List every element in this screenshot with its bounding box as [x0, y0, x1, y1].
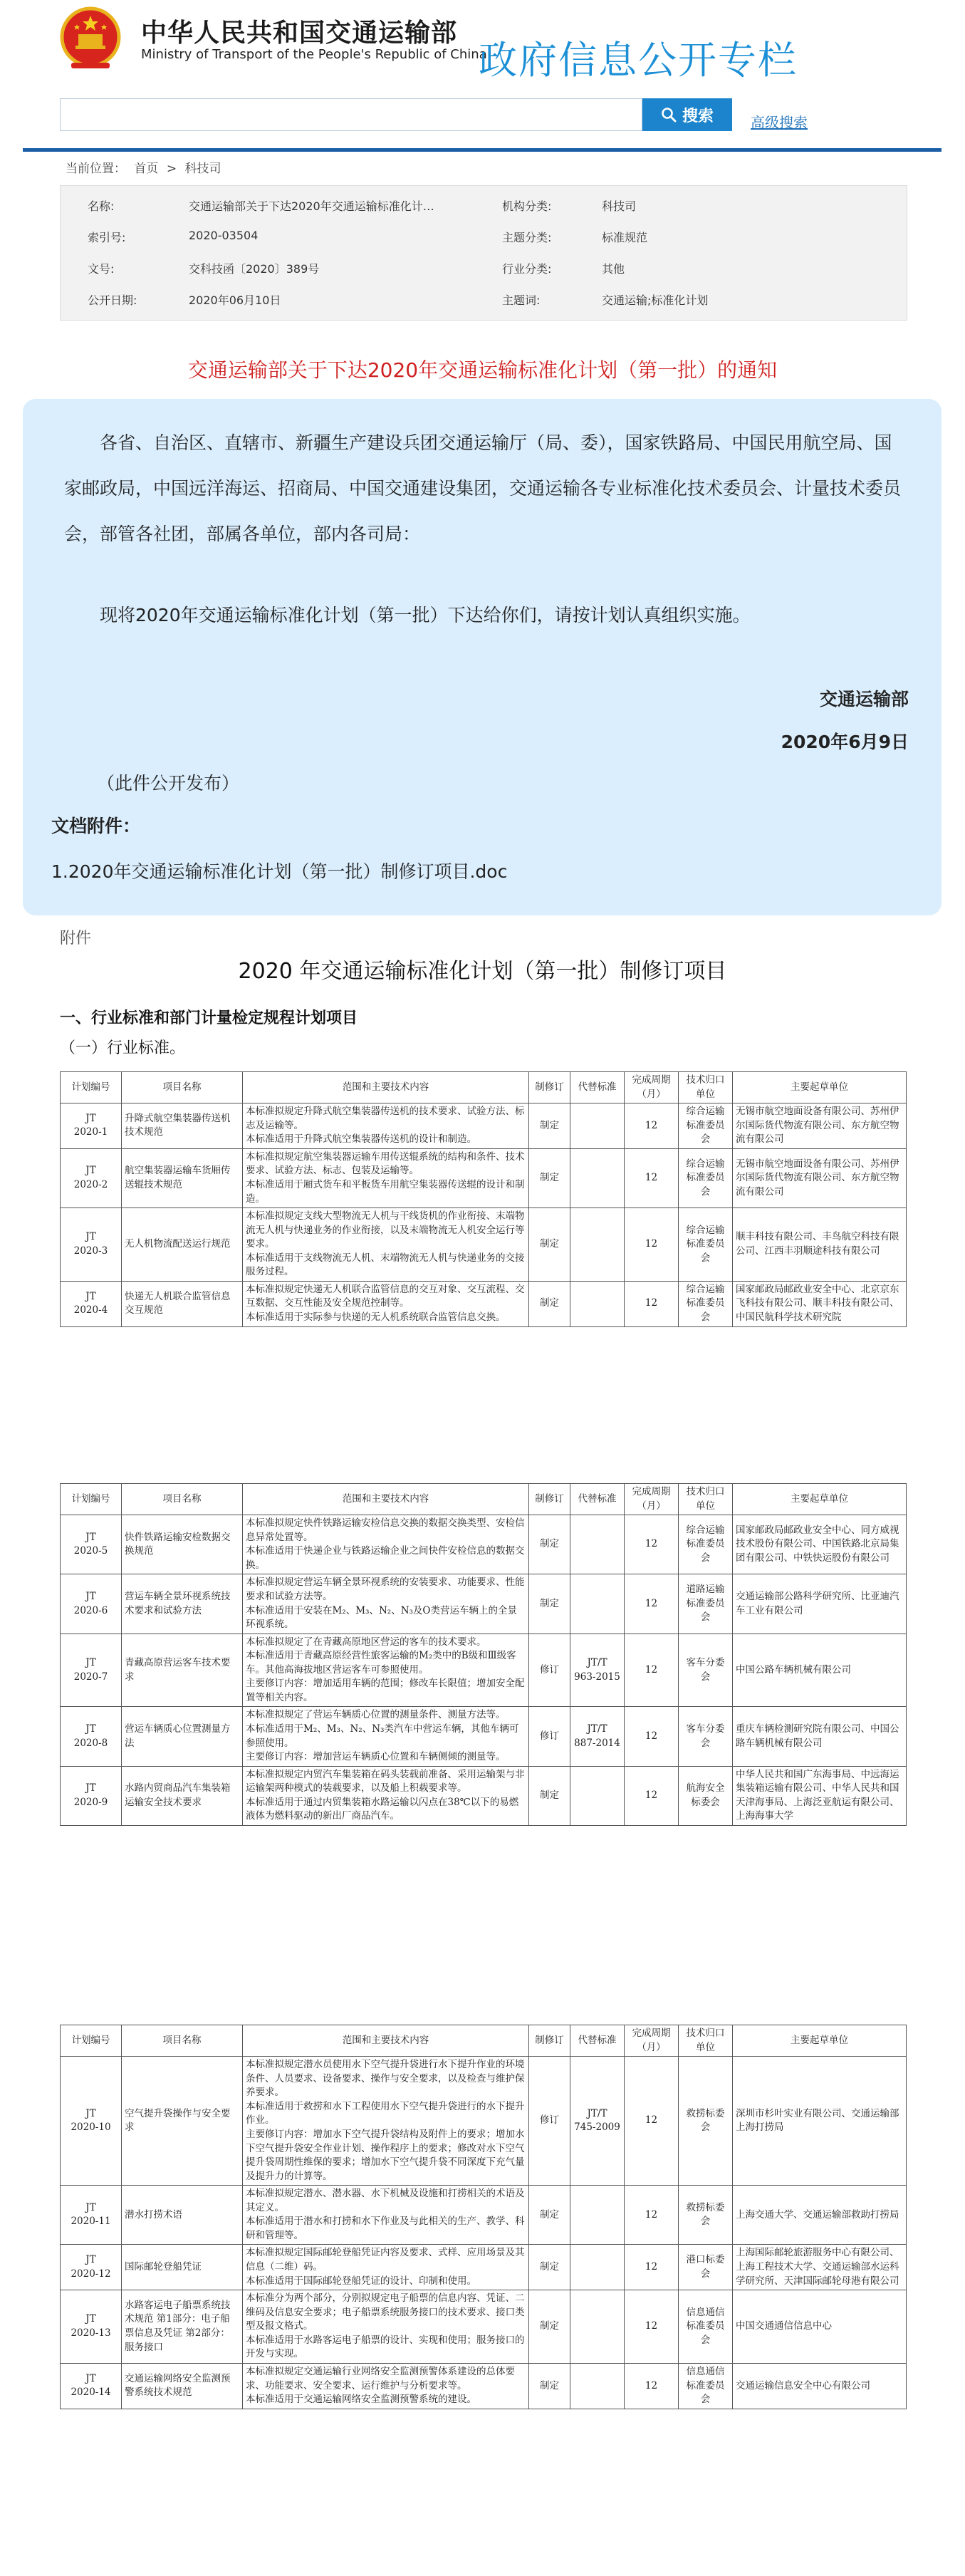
column-header: 技术归口单位 [679, 2025, 733, 2057]
project-name-cell: 航空集装器运输车货厢传送辊技术规范 [122, 1148, 243, 1208]
recipients-paragraph: 各省、自治区、直辖市、新疆生产建设兵团交通运输厅（局、委），国家铁路局、中国民用航空局、国家邮政局，中国远洋海运、招商局、中国交通建设集团，交通运输各专业标准化技术委员会、计量技术委员会，部管各社团，部属各单位，部内各司局： [64, 432, 902, 544]
column-title: 政府信息公开专栏 [479, 38, 798, 83]
meta-key: 主题分类: [502, 231, 552, 244]
table-row [61, 2186, 907, 2245]
revision-type-cell: 修订 [529, 1707, 570, 1766]
period-cell: 12 [625, 2186, 679, 2245]
drafting-units-cell: 中国交通通信信息中心 [733, 2290, 907, 2364]
column-header: 范围和主要技术内容 [243, 1484, 529, 1515]
column-header: 代替标准 [570, 2025, 625, 2057]
meta-value: 交通运输;标准化计划 [602, 294, 709, 307]
plan-number-cell: JT 2020-8 [61, 1707, 122, 1766]
replaced-standard-cell [570, 1574, 625, 1634]
period-cell: 12 [625, 1281, 679, 1326]
revision-type-cell: 制定 [529, 2363, 570, 2409]
revision-type-cell: 制定 [529, 2245, 570, 2290]
meta-value: 交通运输部关于下达2020年交通运输标准化计… [189, 199, 434, 213]
project-name-cell: 无人机物流配送运行规范 [122, 1208, 243, 1282]
period-cell: 12 [625, 2290, 679, 2364]
breadcrumb-separator: > [166, 162, 177, 176]
plan-number-cell: JT 2020-10 [61, 2057, 122, 2186]
table-row [61, 1766, 907, 1825]
column-header: 代替标准 [570, 1072, 625, 1103]
revision-type-cell: 制定 [529, 1148, 570, 1208]
meta-key: 文号: [88, 262, 115, 276]
attachments-label: 文档附件： [51, 816, 141, 836]
replaced-standard-cell [570, 1766, 625, 1825]
revision-type-cell: 制定 [529, 2290, 570, 2364]
technical-committee-cell: 港口标委会 [679, 2245, 733, 2290]
replaced-standard-cell: JT/T 887-2014 [570, 1707, 625, 1766]
scope-cell: 本标准拟规定营运车辆全景环视系统的安装要求、功能要求、性能要求和试验方法等。 本标准适用于安装在M₂、M₃、N₂、N₃及O类营运车辆上的全景环视系统。 [243, 1574, 529, 1634]
project-name-cell: 潜水打捞术语 [122, 2186, 243, 2245]
project-name-cell: 交通运输网络安全监测预警系统技术规范 [122, 2363, 243, 2409]
column-header: 完成周期（月） [625, 1072, 679, 1103]
drafting-units-cell: 上海交通大学、交通运输部救助打捞局 [733, 2186, 907, 2245]
attachment-file-link[interactable]: 1.2020年交通运输标准化计划（第一批）制修订项目.doc [51, 861, 508, 882]
plan-number-cell: JT 2020-11 [61, 2186, 122, 2245]
national-emblem-icon [60, 6, 121, 71]
search-button[interactable] [642, 98, 732, 131]
technical-committee-cell: 综合运输标准委员会 [679, 1281, 733, 1326]
table-row [61, 1281, 907, 1326]
replaced-standard-cell [570, 2290, 625, 2364]
project-name-cell: 国际邮轮登船凭证 [122, 2245, 243, 2290]
table-row [61, 1208, 907, 1282]
replaced-standard-cell [570, 1515, 625, 1574]
subsection-heading: （一）行业标准。 [60, 1039, 186, 1057]
scope-cell: 本标准拟规定升降式航空集装器传送机的技术要求、试验方法、标志及运输等。 本标准适用于升降式航空集装器传送机的设计和制造。 [243, 1103, 529, 1149]
technical-committee-cell: 救捞标委会 [679, 2186, 733, 2245]
project-name-cell: 升降式航空集装器传送机技术规范 [122, 1103, 243, 1149]
column-header: 项目名称 [122, 1072, 243, 1103]
column-header: 制修订 [529, 1072, 570, 1103]
period-cell: 12 [625, 2245, 679, 2290]
technical-committee-cell: 客车分委会 [679, 1634, 733, 1707]
plan-number-cell: JT 2020-9 [61, 1766, 122, 1825]
replaced-standard-cell [570, 2363, 625, 2409]
table-header-row [61, 1072, 907, 1103]
replaced-standard-cell [570, 1148, 625, 1208]
revision-type-cell: 制定 [529, 1281, 570, 1326]
scope-cell: 本标准拟规定潜水、潜水器、水下机械及设施和打捞相关的术语及其定义。 本标准适用于潜水和打捞和水下作业及与此相关的生产、教学、科研和管理等。 [243, 2186, 529, 2245]
meta-value: 其他 [602, 262, 625, 276]
period-cell: 12 [625, 2363, 679, 2409]
ministry-name-cn: 中华人民共和国交通运输部 [141, 19, 458, 48]
period-cell: 12 [625, 1766, 679, 1825]
drafting-units-cell: 顺丰科技有限公司、丰鸟航空科技有限公司、江西丰羽顺途科技有限公司 [733, 1208, 907, 1282]
replaced-standard-cell [570, 2186, 625, 2245]
plan-number-cell: JT 2020-1 [61, 1103, 122, 1149]
meta-key: 机构分类: [502, 199, 552, 213]
column-header: 制修订 [529, 2025, 570, 2057]
search-icon [661, 107, 677, 123]
technical-committee-cell: 综合运输标准委员会 [679, 1148, 733, 1208]
signature-date: 2020年6月9日 [781, 732, 909, 752]
column-header: 完成周期（月） [625, 2025, 679, 2057]
project-name-cell: 青藏高原营运客车技术要求 [122, 1634, 243, 1707]
table-row [61, 2290, 907, 2364]
plan-number-cell: JT 2020-12 [61, 2245, 122, 2290]
meta-key: 公开日期: [88, 294, 137, 307]
scope-cell: 本标准拟规定国际邮轮登船凭证内容及要求、式样、应用场景及其信息（二维）码。 本标准适用于国际邮轮登船凭证的设计、印制和使用。 [243, 2245, 529, 2290]
table-row [61, 2363, 907, 2409]
scope-cell: 本标准拟规定快递无人机联合监管信息的交互对象、交互流程、交互数据、交互性能及安全规范控制等。 本标准适用于实际参与快递的无人机系统联合监管信息交换。 [243, 1281, 529, 1326]
technical-committee-cell: 综合运输标准委员会 [679, 1103, 733, 1149]
plan-number-cell: JT 2020-2 [61, 1148, 122, 1208]
period-cell: 12 [625, 1103, 679, 1149]
technical-committee-cell: 综合运输标准委员会 [679, 1208, 733, 1282]
column-header: 技术归口单位 [679, 1484, 733, 1515]
metadata-row [61, 190, 907, 217]
metadata-row [61, 253, 907, 280]
project-name-cell: 空气提升袋操作与安全要求 [122, 2057, 243, 2186]
period-cell: 12 [625, 1148, 679, 1208]
project-name-cell: 快递无人机联合监管信息交互规范 [122, 1281, 243, 1326]
plan-number-cell: JT 2020-3 [61, 1208, 122, 1282]
attachment-title: 2020 年交通运输标准化计划（第一批）制修订项目 [238, 959, 727, 984]
table-row [61, 1707, 907, 1766]
drafting-units-cell: 无锡市航空地面设备有限公司、苏州伊尔国际货代物流有限公司、东方航空物流有限公司 [733, 1148, 907, 1208]
drafting-units-cell: 深圳市杉叶实业有限公司、交通运输部上海打捞局 [733, 2057, 907, 2186]
project-name-cell: 营运车辆全景环视系统技术要求和试验方法 [122, 1574, 243, 1634]
breadcrumb-current[interactable]: 科技司 [184, 162, 221, 176]
column-header: 主要起草单位 [733, 1072, 907, 1103]
revision-type-cell: 制定 [529, 2186, 570, 2245]
meta-value: 2020年06月10日 [189, 294, 281, 307]
table-row [61, 1634, 907, 1707]
replaced-standard-cell [570, 1208, 625, 1282]
drafting-units-cell: 无锡市航空地面设备有限公司、苏州伊尔国际货代物流有限公司、东方航空物流有限公司 [733, 1103, 907, 1149]
metadata-row [61, 222, 907, 249]
revision-type-cell: 修订 [529, 1634, 570, 1707]
table-row [61, 1103, 907, 1149]
scope-cell: 本标准拟规定潜水员使用水下空气提升袋进行水下提升作业的环境条件、人员要求、设备要求、操作与安全要求，以及检查与维护保养要求。 本标准适用于救捞和水下工程使用水下空气提升袋进行的水下提升作业。 主要修订内容：增加水下空气提升袋结构及附件上的要求；增加水下空气提升袋安全作业计划、操作程序上的要求；修改对水下空气提升袋周期性维保的要求；增加水下空气提升袋不同深度下充气量及提升力的计算等。 [243, 2057, 529, 2186]
table-row [61, 1148, 907, 1208]
column-header: 完成周期（月） [625, 1484, 679, 1515]
meta-key: 行业分类: [502, 262, 552, 276]
project-name-cell: 水路客运电子船票系统技术规范 第1部分：电子船票信息及凭证 第2部分：服务接口 [122, 2290, 243, 2364]
table-header-row [61, 1484, 907, 1515]
revision-type-cell: 制定 [529, 1515, 570, 1574]
breadcrumb [66, 158, 225, 176]
column-header: 计划编号 [61, 1484, 122, 1515]
period-cell: 12 [625, 1634, 679, 1707]
plan-number-cell: JT 2020-6 [61, 1574, 122, 1634]
scope-cell: 本标准分为两个部分，分别拟规定电子船票的信息内容、凭证、二维码及信息安全要求；电子船票系统服务接口的技术要求、接口类型及报文格式。 本标准适用于水路客运电子船票的设计、实现和使用；服务接口的开发与实现。 [243, 2290, 529, 2364]
meta-value: 交科技函〔2020〕389号 [189, 262, 320, 276]
revision-type-cell: 制定 [529, 1208, 570, 1282]
technical-committee-cell: 信息通信标准委员会 [679, 2363, 733, 2409]
column-header: 范围和主要技术内容 [243, 1072, 529, 1103]
column-header: 项目名称 [122, 2025, 243, 2057]
ministry-name-en: Ministry of Transport of the People's Republic of China [141, 47, 487, 62]
column-header: 代替标准 [570, 1484, 625, 1515]
column-header: 范围和主要技术内容 [243, 2025, 529, 2057]
meta-value: 2020-03504 [189, 229, 259, 242]
meta-value: 科技司 [602, 199, 637, 213]
technical-committee-cell: 综合运输标准委员会 [679, 1515, 733, 1574]
meta-key: 索引号: [88, 231, 126, 244]
metadata-row [61, 284, 907, 311]
project-name-cell: 快件铁路运输安检数据交换规范 [122, 1515, 243, 1574]
breadcrumb-home[interactable]: 首页 [134, 162, 159, 176]
scope-cell: 本标准拟规定支线大型物流无人机与干线货机的作业衔接、末端物流无人机与快递业务的作业衔接，以及末端物流无人机安全运行等要求。 本标准适用于支线物流无人机、末端物流无人机与快递业务的交接服务过程。 [243, 1208, 529, 1282]
drafting-units-cell: 中华人民共和国广东海事局、中远海运集装箱运输有限公司、中华人民共和国天津海事局、上海泛亚航运有限公司、上海海事大学 [733, 1766, 907, 1825]
table-header-row [61, 2025, 907, 2057]
drafting-units-cell: 国家邮政局邮政业安全中心、北京京东飞科技有限公司、顺丰科技有限公司、中国民航科学技术研究院 [733, 1281, 907, 1326]
plan-table [60, 2025, 907, 2409]
plan-table [60, 1071, 907, 1327]
section-heading: 一、行业标准和部门计量检定规程计划项目 [60, 1009, 358, 1027]
header-divider [23, 148, 941, 152]
scope-cell: 本标准拟规定了营运车辆质心位置的测量条件、测量方法等。 本标准适用于M₂、M₃、N₂、N₃类汽车中营运车辆，其他车辆可参照使用。 主要修订内容：增加营运车辆质心位置和车辆侧倾的测量等。 [243, 1707, 529, 1766]
revision-type-cell: 修订 [529, 2057, 570, 2186]
replaced-standard-cell: JT/T 745-2009 [570, 2057, 625, 2186]
scope-cell: 本标准拟规定快件铁路运输安检信息交换的数据交换类型、安检信息异常处置等。 本标准适用于快递企业与铁路运输企业之间快件安检信息的数据交换。 [243, 1515, 529, 1574]
replaced-standard-cell [570, 1281, 625, 1326]
revision-type-cell: 制定 [529, 1574, 570, 1634]
scope-cell: 本标准拟规定内贸汽车集装箱在码头装载前准备、采用运输架与非运输架两种模式的装载要求，以及船上积载要求等。 本标准适用于通过内贸集装箱水路运输以闪点在38℃以下的易燃液体为燃料驱动的新出厂商品汽车。 [243, 1766, 529, 1825]
period-cell: 12 [625, 1574, 679, 1634]
metadata-box [60, 185, 907, 321]
drafting-units-cell: 重庆车辆检测研究院有限公司、中国公路车辆机械有限公司 [733, 1707, 907, 1766]
project-name-cell: 水路内贸商品汽车集装箱运输安全技术要求 [122, 1766, 243, 1825]
advanced-search-link[interactable]: 高级搜索 [751, 114, 808, 131]
meta-key: 名称: [88, 199, 115, 213]
table-row [61, 1515, 907, 1574]
scope-cell: 本标准拟规定了在青藏高原地区营运的客车的技术要求。 本标准适用于青藏高原经营性旅客运输的M₂类中的B级和Ⅲ级客车。其他高海拔地区营运客车可参照使用。 主要修订内容：增加适用车辆的范围；修改车长限值；增加安全配置等相关内容。 [243, 1634, 529, 1707]
period-cell: 12 [625, 1515, 679, 1574]
signature-organization: 交通运输部 [819, 689, 909, 710]
document-body [23, 399, 941, 915]
technical-committee-cell: 道路运输标准委员会 [679, 1574, 733, 1634]
drafting-units-cell: 中国公路车辆机械有限公司 [733, 1634, 907, 1707]
breadcrumb-prefix: 当前位置： [66, 162, 126, 176]
technical-committee-cell: 信息通信标准委员会 [679, 2290, 733, 2364]
replaced-standard-cell: JT/T 963-2015 [570, 1634, 625, 1707]
scope-cell: 本标准拟规定航空集装器运输车用传送辊系统的结构和条件、技术要求、试验方法、标志、包装及运输等。 本标准适用于厢式货车和平板货车用航空集装器传送辊的设计和制造。 [243, 1148, 529, 1208]
column-header: 计划编号 [61, 1072, 122, 1103]
attachment-heading: 附件 [60, 930, 92, 947]
replaced-standard-cell [570, 1103, 625, 1149]
column-header: 项目名称 [122, 1484, 243, 1515]
drafting-units-cell: 交通运输信息安全中心有限公司 [733, 2363, 907, 2409]
body-paragraph: 现将2020年交通运输标准化计划（第一批）下达给你们，请按计划认真组织实施。 [100, 605, 751, 625]
drafting-units-cell: 国家邮政局邮政业安全中心、同方威视技术股份有限公司、中国铁路北京局集团有限公司、中铁快运股份有限公司 [733, 1515, 907, 1574]
search-input[interactable] [60, 98, 642, 131]
document-title: 交通运输部关于下达2020年交通运输标准化计划（第一批）的通知 [187, 358, 778, 382]
period-cell: 12 [625, 1208, 679, 1282]
drafting-units-cell: 交通运输部公路科学研究所、比亚迪汽车工业有限公司 [733, 1574, 907, 1634]
meta-key: 主题词: [502, 294, 541, 307]
period-cell: 12 [625, 2057, 679, 2186]
table-row [61, 2057, 907, 2186]
technical-committee-cell: 救捞标委会 [679, 2057, 733, 2186]
column-header: 计划编号 [61, 2025, 122, 2057]
column-header: 主要起草单位 [733, 1484, 907, 1515]
plan-table [60, 1483, 907, 1826]
revision-type-cell: 制定 [529, 1766, 570, 1825]
column-header: 主要起草单位 [733, 2025, 907, 2057]
plan-number-cell: JT 2020-7 [61, 1634, 122, 1707]
technical-committee-cell: 客车分委会 [679, 1707, 733, 1766]
plan-number-cell: JT 2020-13 [61, 2290, 122, 2364]
plan-number-cell: JT 2020-14 [61, 2363, 122, 2409]
table-row [61, 1574, 907, 1634]
column-header: 技术归口单位 [679, 1072, 733, 1103]
public-release-note: （此件公开发布） [97, 773, 240, 794]
project-name-cell: 营运车辆质心位置测量方法 [122, 1707, 243, 1766]
meta-value: 标准规范 [602, 231, 648, 244]
scope-cell: 本标准拟规定交通运输行业网络安全监测预警体系建设的总体要求、功能要求、安全要求、运行维护与分析要求等。 本标准适用于交通运输网络安全监测预警系统的建设。 [243, 2363, 529, 2409]
search-button-label: 搜索 [682, 106, 714, 125]
revision-type-cell: 制定 [529, 1103, 570, 1149]
table-row [61, 2245, 907, 2290]
plan-number-cell: JT 2020-4 [61, 1281, 122, 1326]
replaced-standard-cell [570, 2245, 625, 2290]
plan-number-cell: JT 2020-5 [61, 1515, 122, 1574]
technical-committee-cell: 航海安全标委会 [679, 1766, 733, 1825]
period-cell: 12 [625, 1707, 679, 1766]
site-header [0, 0, 965, 83]
column-header: 制修订 [529, 1484, 570, 1515]
drafting-units-cell: 上海国际邮轮旅游服务中心有限公司、上海工程技术大学、交通运输部水运科学研究所、天津国际邮轮母港有限公司 [733, 2245, 907, 2290]
